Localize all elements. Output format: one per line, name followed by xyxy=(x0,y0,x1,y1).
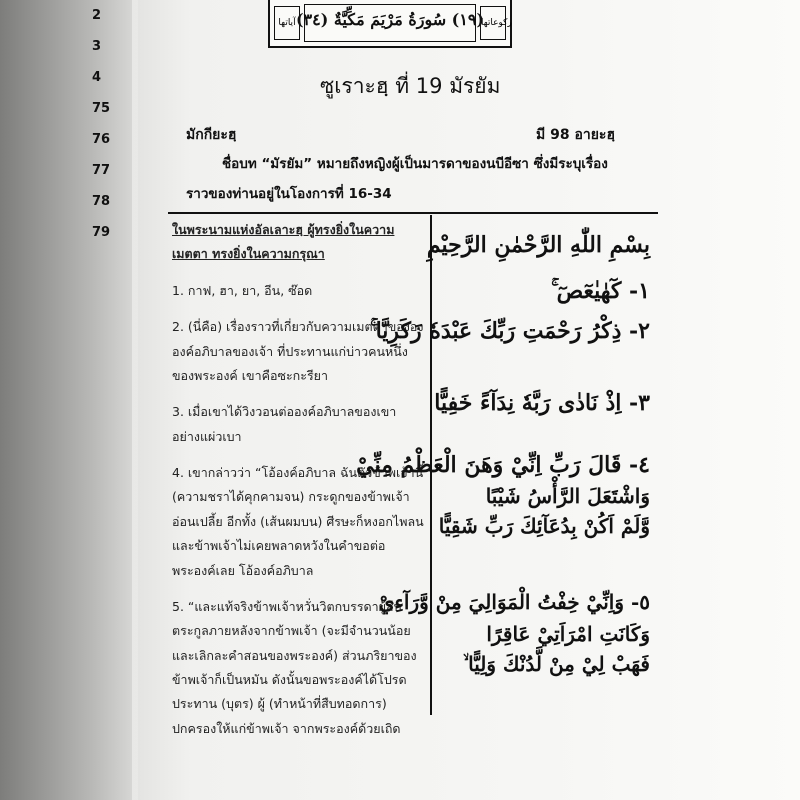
arabic-verse-4-line-1: ٤- قَالَ رَبِّ اِنِّيْ وَهَنَ الْعَظْمُ مِنِّيْ xyxy=(356,452,650,478)
previous-page-edge xyxy=(0,0,132,800)
prev-number: 4 xyxy=(92,70,102,85)
thai-verse-2: 2. (นี่คือ) เรื่องราวที่เกี่ยวกับความเมตตาของององค์อภิบาลของเจ้า ที่ประทานแก่บ่าวคนหนึ่งของพระองค์ เขาคือซะกะรียา xyxy=(172,319,424,383)
arabic-basmala: بِسْمِ اللّٰهِ الرَّحْمٰنِ الرَّحِيْمِ xyxy=(426,232,650,258)
prev-number: 2 xyxy=(92,8,102,23)
arabic-verse-5-line-3: فَهَبْ لِيْ مِنْ لَّدُنْكَ وَلِيًّا ۙ xyxy=(463,652,650,676)
prev-number: 79 xyxy=(92,225,111,240)
arabic-verse-3: ٣- اِذْ نَادٰى رَبَّهٗ نِدَآءً خَفِيًّا xyxy=(434,390,650,416)
prev-number: 77 xyxy=(92,163,111,178)
ayah-count: มี 98 อายะฮฺ xyxy=(536,127,615,143)
surah-title: ซูเราะฮฺ ที่ 19 มัรยัม xyxy=(320,74,501,98)
arabic-verse-4-line-3: وَّلَمْ اَكُنْ بِدُعَآئِكَ رَبِّ شَقِيًّا xyxy=(438,514,650,538)
prev-number: 78 xyxy=(92,194,111,209)
intro-line-2: ราวของท่านอยู่ในโองการที่ 16-34 xyxy=(186,186,392,202)
thai-verse-5: 5. “และแท้จริงข้าพเจ้าหวั่นวิตกบรรดาผู้สืบตระกูลภายหลังจากข้าพเจ้า (จะมีจำนวนน้อย และเลิกละคำสอนของพระองค์) ส่วนภริยาของข้าพเจ้าก็เป็นหมัน ดังนั้นขอพระองค์ได้โปรดประทาน (บุตร) ผู้ (ทำหน้าที่สืบทอดการ) ปกครองให้แก่ข้าพเจ้า จากพระองค์ด้วยเถิด xyxy=(172,598,417,736)
thai-translation-column xyxy=(172,218,424,753)
arabic-verse-4-line-2: وَاشْتَعَلَ الرَّأْسُ شَيْبًا xyxy=(485,484,650,508)
thai-verse-4: 4. เขากล่าวว่า “โอ้องค์อภิบาล ฉันตัวข้าพเจ้านี้ (ความชราได้คุกคามจน) กระดูกของข้าพเจ้าอ่อนเปลี้ย อีกทั้ง (เส้นผมบน) ศีรษะก็หงอกไพลน และข้าพเจ้าไม่เคยพลาดหวังในคำขอต่อพระองค์เลย โอ้องค์อภิบาล xyxy=(172,465,424,578)
previous-page-numbers xyxy=(92,8,132,256)
arabic-verse-5-line-1: ٥- وَاِنِّيْ خِفْتُ الْمَوَالِيَ مِنْ وَّرَآءِيْ xyxy=(378,590,650,614)
thai-verse-3: 3. เมื่อเขาได้วิงวอนต่อองค์อภิบาลของเขาอย่างแผ่วเบา xyxy=(172,404,397,444)
thai-verse-1: 1. กาฟ, ฮา, ยา, อีน, ซ๊อด xyxy=(172,282,313,298)
header-right-box: ركوعاتها xyxy=(480,6,506,40)
intro-line-1: ชื่อบท “มัรยัม” หมายถึงหญิงผู้เป็นมารดาของนบีอีซา ซึ่งมีระบุเรื่อง xyxy=(222,156,608,172)
prev-number: 3 xyxy=(92,39,102,54)
header-left-box: آياتها xyxy=(274,6,300,40)
header-surah-name: (١٩) سُورَةُ مَرْيَمَ مَكِّيَّةٌ (٣٤) xyxy=(295,10,485,29)
arabic-verse-5-line-2: وَكَانَتِ امْرَاَتِيْ عَاقِرًا xyxy=(486,622,650,646)
revelation-type: มักกียะฮฺ xyxy=(186,127,237,143)
arabic-verse-2: ٢- ذِكْرُ رَحْمَتِ رَبِّكَ عَبْدَهٗ زَكَرِيَّا ۚ xyxy=(370,318,650,344)
prev-number: 76 xyxy=(92,132,111,147)
prev-number: 75 xyxy=(92,101,111,116)
surah-header-banner xyxy=(268,0,512,48)
table-top-rule xyxy=(168,212,658,214)
arabic-verse-1: ١- كٓهٰيٰعٓصٓ ۚ xyxy=(551,278,650,304)
thai-basmala: ในพระนามแห่งอัลเลาะฮฺ ผู้ทรงยิ่งในความเมตตา ทรงยิ่งในความกรุณา xyxy=(172,222,395,262)
